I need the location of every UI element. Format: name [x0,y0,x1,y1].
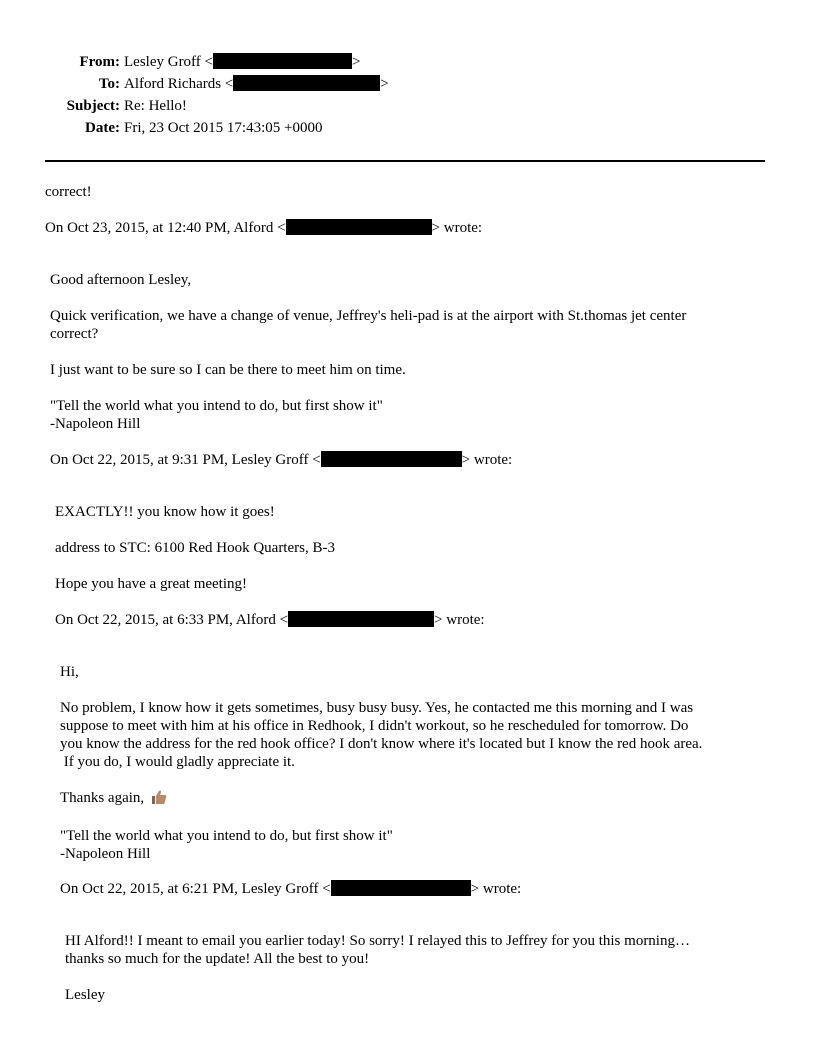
thanks-text: Thanks again, [60,790,148,806]
attribution-end: > wrote: [470,881,522,897]
header-to [0,74,389,94]
quote2-attribution [50,451,512,469]
paragraph-line: HI Alford!! I meant to email you earlier today! So sorry! I relayed this to Jeffrey for you this morning… [65,933,690,949]
q2-line-2: address to STC: 6100 Red Hook Quarters, B-3 [55,540,335,556]
q1-greeting: Good afternoon Lesley, [50,272,192,288]
q3-greeting: Hi, [60,664,79,680]
q1-paragraph-2: I just want to be sure so I can be there to meet him on time. [50,362,406,378]
from-end: > [352,54,361,70]
date-label: Date: [85,120,120,136]
quote4-attribution [60,880,521,898]
quote1-attribution [45,219,482,237]
paragraph-line: you know the address for the red hook office? I don't know where it's located but I know the red hook area. [60,736,703,752]
paragraph-line: thanks so much for the update! All the best to you! [65,951,370,967]
header-divider [45,160,765,162]
redaction-box [288,611,434,627]
attribution-text: On Oct 22, 2015, at 6:33 PM, Alford < [55,612,289,628]
attribution-end: > wrote: [434,612,485,628]
attribution-text: On Oct 22, 2015, at 6:21 PM, Lesley Groff < [60,881,331,897]
q2-line-3: Hope you have a great meeting! [55,576,248,592]
quote3-attribution [55,611,485,629]
header-date [0,118,322,138]
attribution-text: On Oct 22, 2015, at 9:31 PM, Lesley Groff < [50,452,321,468]
q3-paragraph [60,699,702,771]
redaction-box [321,451,462,467]
signature-quote: "Tell the world what you intend to do, but first show it" [50,398,383,414]
to-value: Alford Richards < [124,76,234,92]
q3-thanks [60,789,167,807]
header-from [0,52,360,72]
thumbs-up-icon [151,789,167,805]
signature-quote: "Tell the world what you intend to do, but first show it" [60,828,393,844]
redaction-box [213,53,352,69]
paragraph-line: suppose to meet with him at his office in Redhook, I didn't workout, so he rescheduled for tomorrow. Do [60,718,689,734]
reply-text: correct! [45,184,92,200]
paragraph-line: Quick verification, we have a change of venue, Jeffrey's heli-pad is at the airport with St.thomas jet center [50,308,687,324]
q1-signature [50,397,383,433]
paragraph-line: No problem, I know how it gets sometimes, busy busy busy. Yes, he contacted me this morning and I was [60,700,694,716]
redaction-box [233,75,380,91]
signature-name: -Napoleon Hill [50,416,141,432]
subject-value: Re: Hello! [124,98,187,114]
attribution-end: > wrote: [461,452,513,468]
q2-line-1: EXACTLY!! you know how it goes! [55,504,275,520]
from-value: Lesley Groff < [124,54,213,70]
q3-signature [60,827,393,863]
to-end: > [380,76,389,92]
q1-paragraph [50,307,686,343]
from-label: From: [79,54,120,70]
date-value: Fri, 23 Oct 2015 17:43:05 +0000 [124,120,323,136]
to-label: To: [98,76,120,92]
subject-label: Subject: [66,98,120,114]
q4-signoff: Lesley [65,987,105,1003]
redaction-box [331,880,471,896]
q4-paragraph [65,932,690,968]
attribution-end: > wrote: [431,220,483,236]
redaction-box [286,219,432,235]
signature-name: -Napoleon Hill [60,846,151,862]
paragraph-line: If you do, I would gladly appreciate it. [60,754,295,770]
paragraph-line: correct? [50,326,99,342]
attribution-text: On Oct 23, 2015, at 12:40 PM, Alford < [45,220,286,236]
header-subject [0,96,187,116]
